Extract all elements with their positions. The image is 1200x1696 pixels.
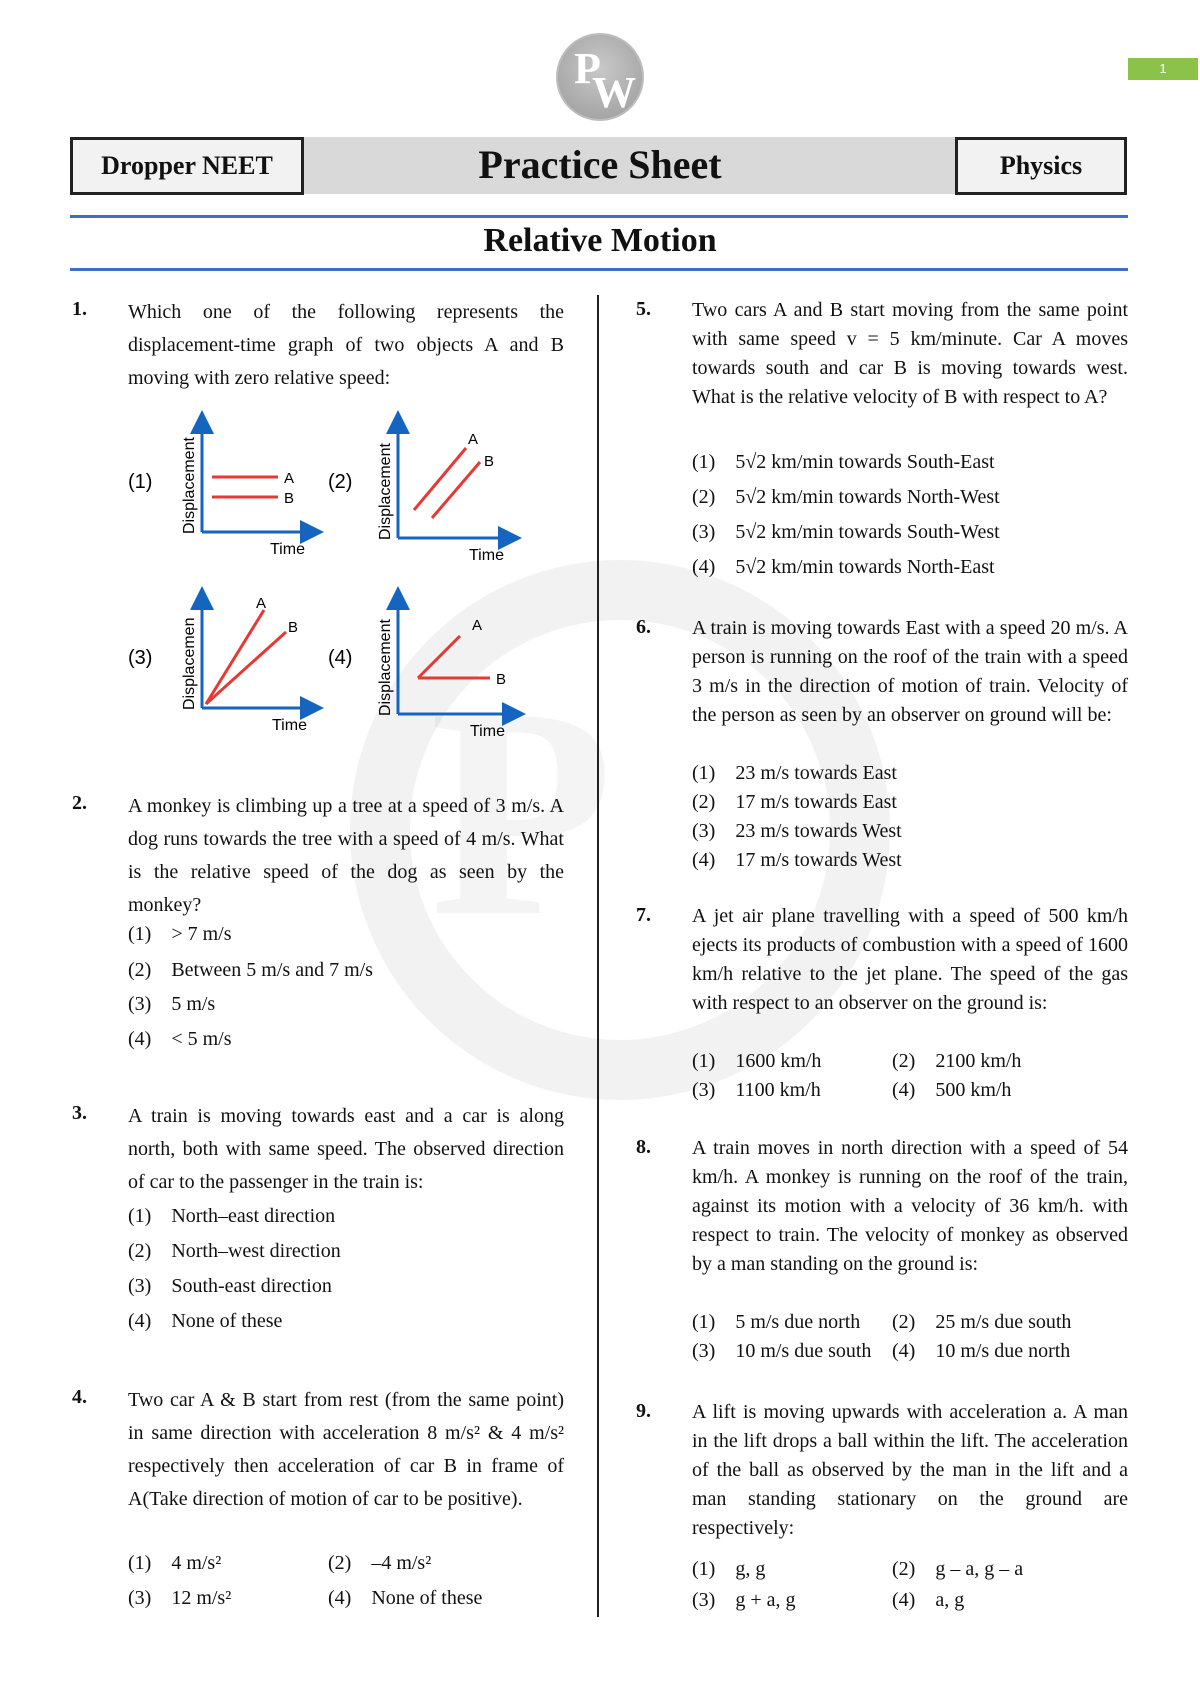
graph-option-1-label: (1): [128, 471, 153, 493]
option: (4) 5√2 km/min towards North-East: [692, 556, 995, 578]
option: (2) –4 m/s²: [328, 1552, 432, 1574]
question-text: A train is moving towards East with a speed 20 m/s. A person is running on the roof of the train with a speed 3 m/s in the direction of motion of train. Velocity of the person as seen by an observer on ground will be:: [692, 617, 1128, 726]
question-text: A jet air plane travelling with a speed of 500 km/h ejects its products of combustion with a speed of 1600 km/h relative to the jet plane. The speed of the gas with respect to an observer on the ground is:: [692, 905, 1128, 1014]
x-label: Time: [469, 547, 504, 564]
y-label: Displacement: [377, 443, 394, 540]
x-label: Time: [270, 541, 305, 558]
line-b: [432, 462, 480, 518]
option: (2) North–west direction: [128, 1240, 341, 1262]
page-number: 1: [1128, 58, 1198, 80]
topic-title: Relative Motion: [483, 222, 717, 259]
question-text: A monkey is climbing up a tree at a speed of 3 m/s. A dog runs towards the tree with a speed of 4 m/s. What is the relative speed of the dog as seen by the monkey?: [128, 795, 564, 916]
graph-option-4-label: (4): [328, 647, 353, 669]
option: (1) 5 m/s due north: [692, 1311, 861, 1333]
option: (3) South-east direction: [128, 1275, 332, 1297]
option: (3) 23 m/s towards West: [692, 820, 902, 842]
option: (2) 25 m/s due south: [892, 1311, 1072, 1333]
pw-logo: [556, 33, 644, 121]
question-number: 1.: [72, 298, 87, 320]
graph-options: [128, 410, 568, 750]
question-number: 6.: [636, 616, 651, 638]
option: (4) a, g: [892, 1589, 965, 1611]
title-rule-bottom: [70, 268, 1128, 271]
question-number: 7.: [636, 904, 651, 926]
option: (3) 1100 km/h: [692, 1079, 821, 1101]
option: (2) 5√2 km/min towards North-West: [692, 486, 1000, 508]
option: (4) 10 m/s due north: [892, 1340, 1071, 1362]
graph-option-3-label: (3): [128, 647, 153, 669]
option: (2) g – a, g – a: [892, 1558, 1024, 1580]
option: (1) 4 m/s²: [128, 1552, 222, 1574]
question-number: 3.: [72, 1102, 87, 1124]
option: (3) 12 m/s²: [128, 1587, 232, 1609]
option: (1) > 7 m/s: [128, 923, 232, 945]
option: (1) 23 m/s towards East: [692, 762, 897, 784]
option: (1) 1600 km/h: [692, 1050, 822, 1072]
option: (4) 500 km/h: [892, 1079, 1012, 1101]
line-a: [414, 448, 466, 510]
x-label: Time: [272, 717, 307, 734]
column-divider: [597, 295, 599, 1617]
option: (3) 5√2 km/min towards South-West: [692, 521, 1000, 543]
option: (3) 10 m/s due south: [692, 1340, 872, 1362]
option: (4) 17 m/s towards West: [692, 849, 902, 871]
y-label: Displacement: [181, 437, 198, 534]
option: (4) < 5 m/s: [128, 1028, 232, 1050]
label-a: A: [472, 617, 483, 634]
question-text: Which one of the following represents the displacement-time graph of two objects A and B moving with zero relative speed:: [128, 301, 564, 389]
graph-option-2-label: (2): [328, 471, 353, 493]
logo-w: W: [592, 68, 636, 117]
y-label: Displacement: [377, 619, 394, 716]
title-rule-top: [70, 215, 1128, 218]
label-a: A: [284, 470, 295, 487]
label-a: A: [256, 595, 267, 612]
course-label: Dropper NEET: [70, 137, 304, 195]
option: (1) North–east direction: [128, 1205, 336, 1227]
line-a: [418, 636, 460, 678]
question-number: 4.: [72, 1386, 87, 1408]
question-number: 2.: [72, 792, 87, 814]
option: (4) None of these: [328, 1587, 483, 1609]
question-number: 8.: [636, 1136, 651, 1158]
question-text: Two car A & B start from rest (from the same point) in same direction with acceleration 8 m/s² & 4 m/s² respectively then acceleration of car B in frame of A(Take direction of motion of car to be positive).: [128, 1389, 564, 1510]
label-b: B: [496, 671, 507, 688]
option: (4) None of these: [128, 1310, 283, 1332]
question-text: A train is moving towards east and a car is along north, both with same speed. The observed direction of car to the passenger in the train is:: [128, 1105, 564, 1193]
option: (3) g + a, g: [692, 1589, 796, 1611]
line-b: [206, 632, 286, 704]
y-label: Displacemen: [181, 617, 198, 710]
line-a: [206, 610, 264, 704]
x-label: Time: [470, 723, 505, 740]
label-b: B: [484, 453, 495, 470]
option: (2) 2100 km/h: [892, 1050, 1022, 1072]
page-title: Practice Sheet: [478, 142, 722, 187]
graph-options-figure: [128, 410, 568, 750]
label-b: B: [288, 619, 299, 636]
question-number: 5.: [636, 298, 651, 320]
option: (1) 5√2 km/min towards South-East: [692, 451, 995, 473]
question-text: A train moves in north direction with a speed of 54 km/h. A monkey is running on the roof of the train, against its motion with a velocity of 36 km/h. with respect to train. The velocity of monkey as observed by a man standing on the ground is:: [692, 1137, 1128, 1275]
option: (2) Between 5 m/s and 7 m/s: [128, 959, 373, 981]
option: (2) 17 m/s towards East: [692, 791, 897, 813]
question-text: A lift is moving upwards with acceleration a. A man in the lift drops a ball within the lift. The acceleration of the ball as observed by the man in the lift and a man standing stationary on the ground are respectively:: [692, 1401, 1128, 1539]
label-b: B: [284, 490, 295, 507]
logo-p: P: [574, 44, 601, 93]
option: (1) g, g: [692, 1558, 766, 1580]
option: (3) 5 m/s: [128, 993, 216, 1015]
label-a: A: [468, 431, 479, 448]
subject-label: Physics: [955, 137, 1127, 195]
question-number: 9.: [636, 1400, 651, 1422]
question-text: Two cars A and B start moving from the same point with same speed v = 5 km/minute. Car A moves towards south and car B is moving towards west. What is the relative velocity of B with respect to A?: [692, 299, 1128, 408]
